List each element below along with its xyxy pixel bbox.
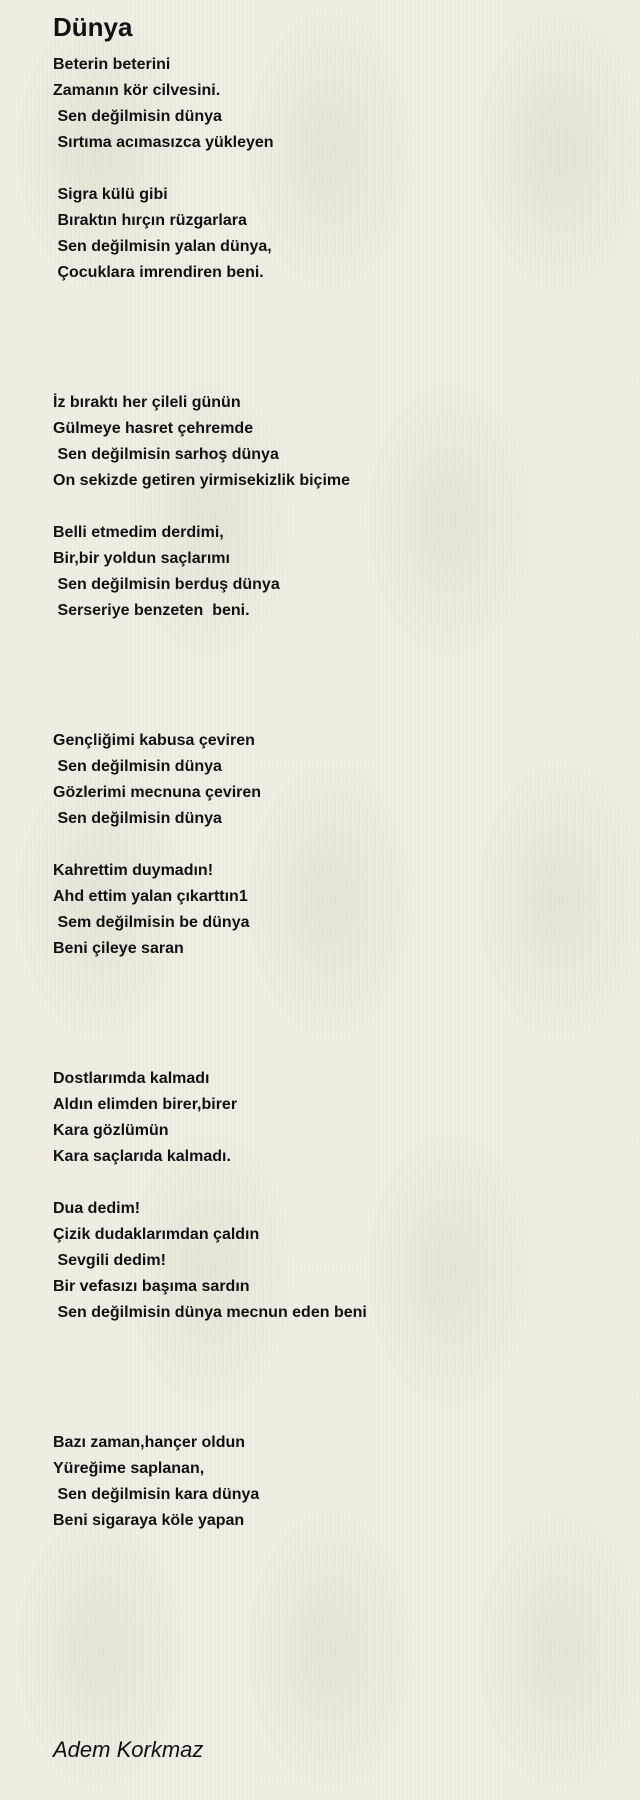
poem-line: Sen değilmisin dünya: [53, 810, 222, 827]
poem-line: Gözlerimi mecnuna çeviren: [53, 784, 262, 801]
stanza: [53, 858, 613, 962]
poem-line: Gülmeye hasret çehremde: [53, 420, 254, 437]
poem-line: Belli etmedim derdimi,: [53, 524, 224, 541]
stanza: [53, 520, 613, 624]
poem-line: Beni çileye saran: [53, 940, 184, 957]
poem-line: Kara saçlarıda kalmadı.: [53, 1148, 231, 1165]
poem-line: Sem değilmisin be dünya: [53, 914, 250, 931]
poem-line: Beni sigaraya köle yapan: [53, 1512, 245, 1529]
poem-line: Bir vefasızı başıma sardın: [53, 1278, 250, 1295]
stanza: [53, 1196, 613, 1326]
stanza: [53, 728, 613, 832]
poem-line: Bir,bir yoldun saçlarımı: [53, 550, 230, 567]
poem-line: Zamanın kör cilvesini.: [53, 82, 221, 99]
stanza: [53, 390, 613, 494]
poem-line: Ahd ettim yalan çıkarttın1: [53, 888, 248, 905]
poem-line: Sevgili dedim!: [53, 1252, 166, 1269]
poem-line: Serseriye benzeten beni.: [53, 602, 250, 619]
poem-line: İz bıraktı her çileli günün: [53, 394, 241, 411]
poem-line: Sen değilmisin yalan dünya,: [53, 238, 272, 255]
poem-title: Dünya: [53, 12, 133, 42]
poem-line: Sırtıma acımasızca yükleyen: [53, 134, 274, 151]
poem-line: Sen değilmisin dünya mecnun eden beni: [53, 1304, 367, 1321]
stanza: [53, 1066, 613, 1170]
poem-line: Sen değilmisin kara dünya: [53, 1486, 260, 1503]
poem-author: Adem Korkmaz: [53, 1737, 204, 1762]
poem-page: [53, 0, 613, 1560]
poem-line: Bazı zaman,hançer oldun: [53, 1434, 246, 1451]
poem-line: On sekizde getiren yirmisekizlik biçime: [53, 472, 351, 489]
stanza: [53, 52, 613, 156]
poem-line: Bıraktın hırçın rüzgarlara: [53, 212, 247, 229]
poem-line: Sen değilmisin sarhoş dünya: [53, 446, 279, 463]
poem-line: Çizik dudaklarımdan çaldın: [53, 1226, 260, 1243]
stanza: [53, 1430, 613, 1534]
poem-line: Beterin beterini: [53, 56, 171, 73]
poem-line: Yüreğime saplanan,: [53, 1460, 205, 1477]
poem-line: Sen değilmisin berduş dünya: [53, 576, 280, 593]
poem-line: Çocuklara imrendiren beni.: [53, 264, 264, 281]
poem-line: Aldın elimden birer,birer: [53, 1096, 238, 1113]
poem-line: Dostlarımda kalmadı: [53, 1070, 210, 1087]
poem-line: Sen değilmisin dünya: [53, 108, 222, 125]
poem-body: [53, 52, 613, 1534]
poem-line: Kahrettim duymadın!: [53, 862, 214, 879]
poem-line: Kara gözlümün: [53, 1122, 169, 1139]
poem-line: Sen değilmisin dünya: [53, 758, 222, 775]
poem-line: Gençliğimi kabusa çeviren: [53, 732, 255, 749]
poem-line: Dua dedim!: [53, 1200, 141, 1217]
stanza: [53, 182, 613, 286]
poem-line: Sigra külü gibi: [53, 186, 168, 203]
